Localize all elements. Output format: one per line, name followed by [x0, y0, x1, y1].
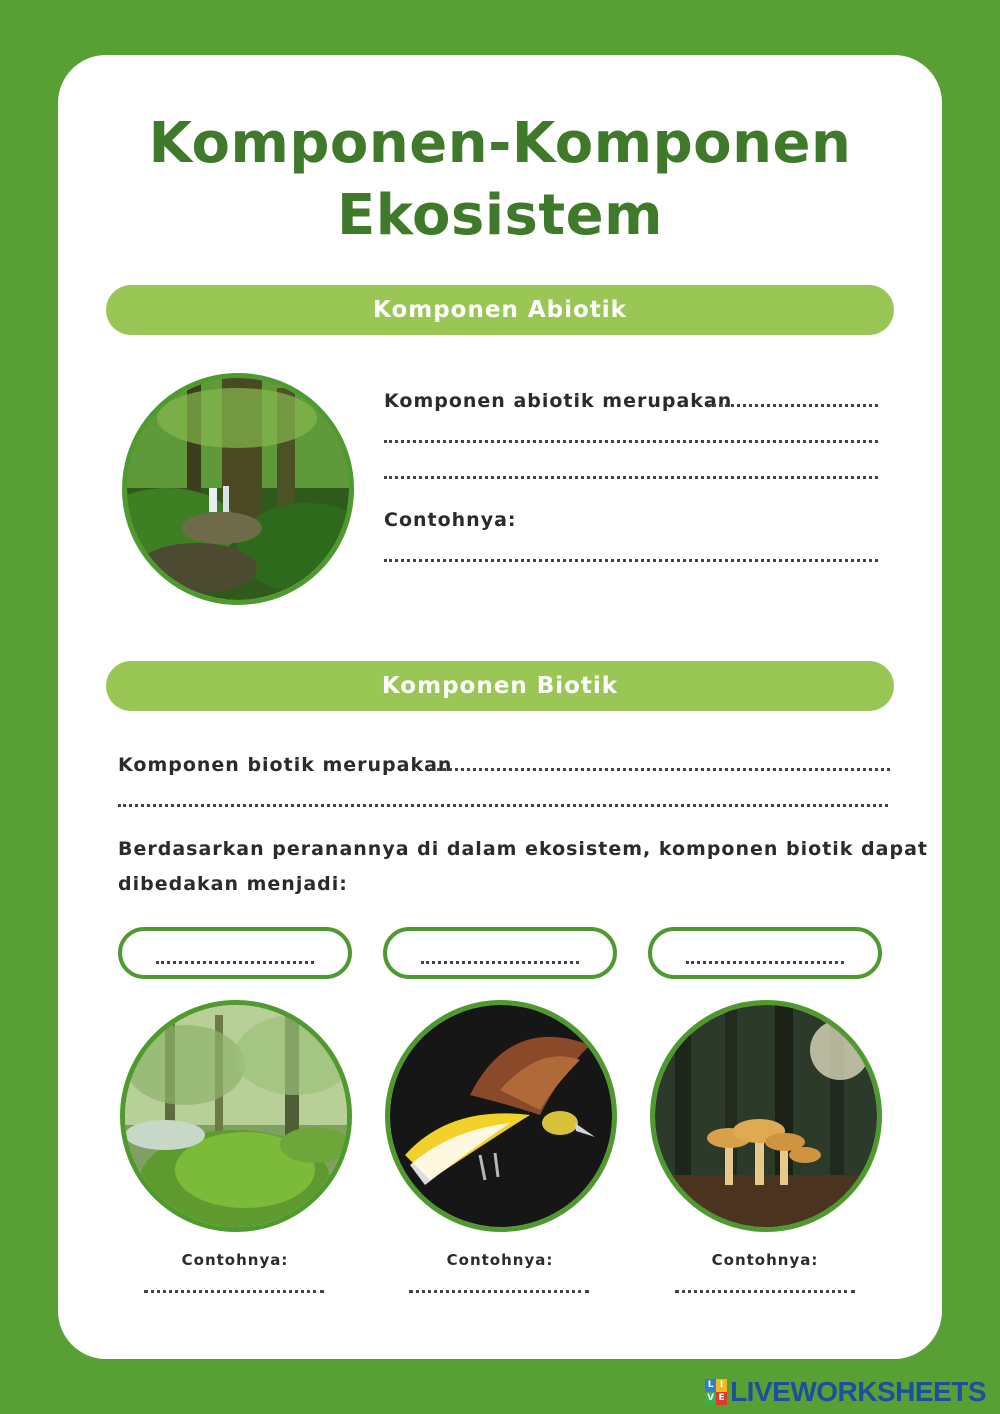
bird-of-paradise-illustration: [390, 1005, 612, 1227]
biotic-example-label-1: Contohnya:: [181, 1251, 289, 1269]
biotic-definition-label: Komponen biotik merupakan: [118, 754, 453, 776]
liveworksheets-logo: [705, 1376, 986, 1408]
mossy-forest-stream-image: [120, 1000, 352, 1232]
role-answer-blank-3[interactable]: [686, 961, 844, 964]
mushrooms-illustration: [655, 1005, 877, 1227]
role-answer-blank-1[interactable]: [156, 961, 314, 964]
role-answer-field-3[interactable]: [648, 927, 882, 979]
mossy-forest-illustration: [125, 1005, 347, 1227]
mushrooms-image: [650, 1000, 882, 1232]
biotic-definition-blank-1[interactable]: [430, 768, 890, 771]
bird-of-paradise-image: [385, 1000, 617, 1232]
abiotic-definition-label: Komponen abiotik merupakan: [384, 390, 733, 412]
biotic-role-text-1: Berdasarkan peranannya di dalam ekosistem, komponen biotik dapat: [118, 838, 928, 860]
title-line-2: Ekosistem: [337, 183, 663, 248]
abiotic-banner: Komponen Abiotik: [106, 285, 894, 335]
abiotic-example-blank[interactable]: [384, 559, 878, 562]
forest-waterfall-image: [122, 373, 354, 605]
abiotic-definition-blank-3[interactable]: [384, 476, 878, 479]
biotic-role-text-2: dibedakan menjadi:: [118, 873, 348, 895]
biotic-banner: Komponen Biotik: [106, 661, 894, 711]
biotic-example-label-3: Contohnya:: [711, 1251, 819, 1269]
title-line-1: Komponen-Komponen: [148, 111, 852, 176]
biotic-example-blank-3[interactable]: [675, 1290, 855, 1293]
abiotic-definition-blank-2[interactable]: [384, 440, 878, 443]
biotic-example-label-2: Contohnya:: [446, 1251, 554, 1269]
biotic-example-blank-2[interactable]: [409, 1290, 589, 1293]
role-answer-blank-2[interactable]: [421, 961, 579, 964]
abiotic-definition-blank-1[interactable]: [708, 404, 878, 407]
page-title: [0, 108, 1000, 252]
biotic-definition-blank-2[interactable]: [118, 804, 888, 807]
liveworksheets-logo-text: LIVEWORKSHEETS: [730, 1376, 986, 1407]
liveworksheets-logo-icon: L I V E: [705, 1379, 727, 1405]
forest-waterfall-illustration: [127, 378, 349, 600]
biotic-example-blank-1[interactable]: [144, 1290, 324, 1293]
abiotic-example-label: Contohnya:: [384, 509, 517, 531]
role-answer-field-2[interactable]: [383, 927, 617, 979]
role-answer-field-1[interactable]: [118, 927, 352, 979]
